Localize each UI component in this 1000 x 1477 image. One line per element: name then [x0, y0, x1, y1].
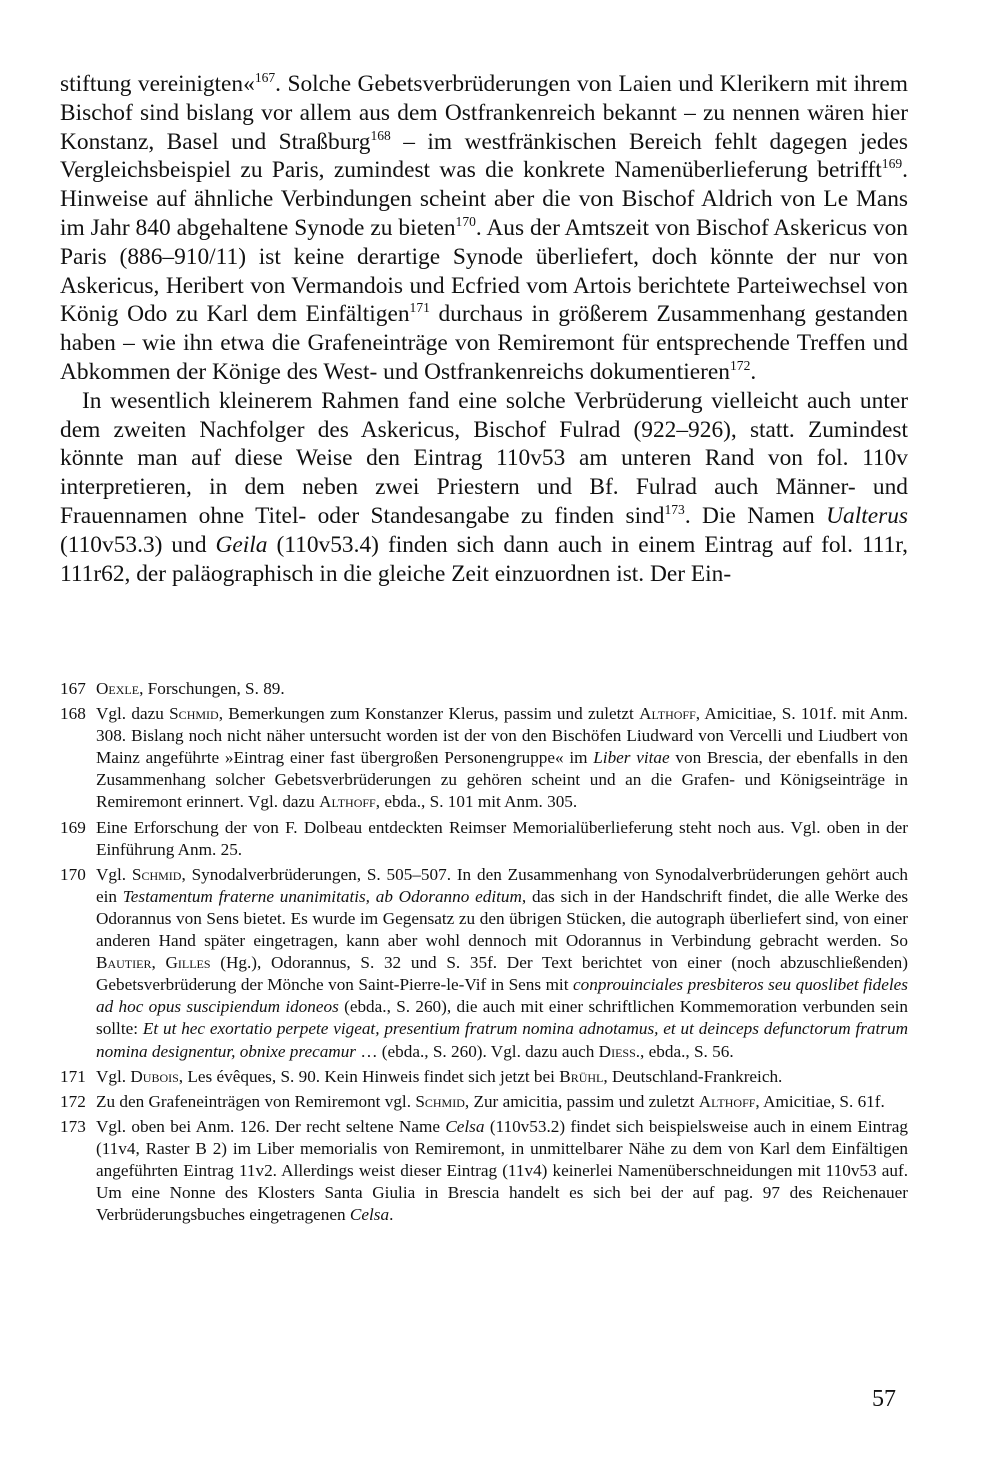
text-run: Zu den Grafeneinträgen von Remiremont vgl. [96, 1091, 416, 1111]
text-run: . Die Namen [684, 502, 827, 529]
author-name: Diess. [598, 1041, 641, 1061]
text-run: , Amicitiae, S. 61f. [755, 1091, 885, 1111]
text-run: von Brescia, der ebenfalls in den Zusammenhang solcher Gebetsverbrüderungen zu gehören scheint und an die Grafen- und Königseinträge in Remiremont erinnert. Vgl. dazu [96, 748, 908, 812]
text-run: Vgl. oben bei Anm. 126. Der recht seltene Name [96, 1116, 446, 1136]
footnote-ref-169[interactable]: 169 [881, 156, 903, 172]
paragraph-1 [60, 70, 908, 387]
footnote-168 [60, 703, 908, 813]
italic-quote: conprouinciales presbiteros seu quoslibet fideles ad hoc opus suscipiendum idoneos [96, 975, 908, 1017]
text-run: durchaus in größerem Zusammenhang gestanden haben – wie ihn etwa die Grafeneinträge von Remiremont für entsprechende Treffen und Abkommen der Könige des West- und Ostfrankenreichs dokumentieren [60, 301, 908, 385]
footnote-number: 170 [60, 864, 86, 884]
footnotes [60, 678, 908, 1229]
footnote-ref-171[interactable]: 171 [409, 300, 430, 316]
text-run: , Les évêques, S. 90. Kein Hinweis findet sich jetzt bei [178, 1066, 560, 1086]
footnote-173 [60, 1116, 908, 1226]
text-run: Vgl. dazu [96, 704, 170, 724]
page-body [60, 70, 908, 588]
footnote-169 [60, 817, 908, 861]
author-name: Dubois [130, 1066, 179, 1086]
text-run: (ebda., S. 260), die auch mit einer schriftlichen Kommemoration verbunden sein sollte: [96, 997, 908, 1039]
author-name: Althoff [639, 704, 696, 724]
footnote-number: 168 [60, 704, 86, 724]
footnote-172 [60, 1091, 908, 1113]
author-name: Schmid [169, 704, 219, 724]
author-name: Althoff [319, 792, 376, 812]
author-name: Althoff [698, 1091, 756, 1111]
footnote-number: 169 [60, 817, 86, 837]
text-run: (110v53.3) und [60, 531, 216, 558]
footnote-ref-170[interactable]: 170 [455, 213, 476, 229]
italic-title: Liber vitae [593, 748, 670, 768]
text-run: … (ebda., S. 260). Vgl. dazu auch [356, 1041, 599, 1061]
footnote-number: 171 [60, 1066, 86, 1086]
text-run: . [389, 1205, 394, 1225]
text-run: (110v53.2) findet sich beispielsweise auch in einem Eintrag (11v4, Raster B 2) im Liber memorialis von Remiremont, in unmittelbarer Nähe zu dem von Karl dem Einfältigen angeführten Eintrag 11v2. Allerdings weist dieser Eintrag (11v4) keinerlei Namenüberschneidungen mit 110v53 auf. Um eine Nonne des Klosters Santa Giulia in Brescia handelt es sich bei der auf pag. 97 des Reichenauer Verbrüderungsbuches eingetragenen [96, 1116, 908, 1225]
text-run: In wesentlich kleinerem Rahmen fand eine solche Verbrüderung vielleicht auch unter dem zweiten Nachfolger des Askericus, Bischof Fulrad (922–926), statt. Zumindest könnte man auf diese Weise den Eintrag 110v53 am unteren Rand von fol. 110v interpretieren, in dem neben zwei Priestern und Bf. Fulrad auch Männer- und Frauennamen ohne Titel- oder Standesangabe zu finden sind [60, 387, 908, 529]
author-name: Oexle [96, 679, 140, 698]
italic-quote: Et ut hec exortatio perpete vigeat, presentium fratrum nomina adnotamus, et ut deinceps defunctorum fratrum nomina designentur, obnixe precamur [96, 1019, 908, 1061]
italic-title: Testamentum fraterne unanimitatis, ab Odoranno editum [122, 886, 522, 906]
author-name: Bautier [96, 953, 152, 973]
text-run: , Amicitiae, S. 101f. mit Anm. 308. Bislang noch nicht näher untersucht worden ist der von den Bischöfen Liudward von Vercelli und Liudbert von Mainz angeführte »Eintrag einer fast übergroßen Personengruppe« im [96, 704, 908, 768]
text-run: , ebda., S. 56. [640, 1041, 734, 1061]
text-run: , Forschungen, S. 89. [139, 679, 285, 698]
paragraph-2 [60, 387, 908, 589]
main-text [60, 70, 908, 588]
text-run: , das sich in der Handschrift findet, die alle Werke des Odorannus von Sens bietet. Es wurde im Gegensatz zu den übrigen Stücken, die autograph überliefert sind, von einer anderen Hand später eingetragen, kann aber wohl dennoch mit Odorannus in Verbindung gebracht werden. So [96, 886, 909, 951]
text-run: (Hg.), Odorannus, S. 32 und S. 35f. Der Text berichtet von einer (noch abzuschließenden) Gebetsverbrüderung der Mönche von Saint-Pierre-le-Vif in Sens mit [96, 953, 908, 995]
footnote-171 [60, 1066, 908, 1088]
footnote-number: 173 [60, 1116, 86, 1136]
text-run: . Aus der Amtszeit von Bischof Askericus von Paris (886–910/11) ist keine derartige Synode überliefert, doch könnte der nur von Askericus, Heribert von Vermandois und Ecfried vom Artois berichtete Parteiwechsel von König Odo zu Karl dem Einfältigen [60, 214, 908, 328]
italic-name: Ualterus [826, 502, 908, 529]
text-run: , Bemerkungen zum Konstanzer Klerus, passim und zuletzt [218, 704, 640, 724]
text-run: Eine Erforschung der von F. Dolbeau entdeckten Reimser Memorialüberlieferung steht noch aus. Vgl. oben in der Einführung Anm. 25. [96, 817, 908, 859]
footnote-number: 167 [60, 679, 86, 698]
author-name: Gilles [165, 953, 211, 973]
footnote-170 [60, 864, 908, 1063]
text-run: , Synodalverbrüderungen, S. 505–507. In den Zusammenhang von Synodalverbrüderungen gehört auch ein [96, 864, 908, 906]
italic-name: Geila [215, 531, 268, 558]
author-name: Brühl [559, 1066, 604, 1086]
footnote-167 [60, 678, 908, 700]
text-run: , [151, 953, 166, 973]
text-run: , Zur amicitia, passim und zuletzt [464, 1091, 699, 1111]
text-run: (110v53.4) finden sich dann auch in einem Eintrag auf fol. 111r, 111r62, der paläographisch in die gleiche Zeit einzuordnen ist. Der Ein- [60, 531, 908, 587]
italic-name: Celsa [349, 1205, 390, 1225]
page-number: 57 [872, 1386, 896, 1412]
text-run: . Hinweise auf ähnliche Verbindungen scheint aber die von Bischof Aldrich von Le Mans im Jahr 840 abgehaltene Synode zu bieten [60, 157, 908, 241]
text-run: Vgl. [96, 864, 132, 884]
footnote-ref-172[interactable]: 172 [730, 357, 751, 373]
text-run: . Solche Gebetsverbrüderungen von Laien und Klerikern mit ihrem Bischof sind bislang vor allem aus dem Ostfrankenreich bekannt – zu nennen wären hier Konstanz, Basel und Straßburg [60, 71, 909, 155]
italic-name: Celsa [445, 1116, 485, 1136]
footnote-ref-168[interactable]: 168 [370, 127, 391, 143]
text-run: . [750, 358, 757, 385]
author-name: Schmid [415, 1091, 465, 1111]
text-run: , ebda., S. 101 mit Anm. 305. [375, 792, 578, 812]
footnote-ref-167[interactable]: 167 [254, 69, 276, 85]
text-run: – im westfränkischen Bereich fehlt dagegen jedes Vergleichsbeispiel zu Paris, zumindest was die konkrete Namenüberlieferung betrifft [60, 128, 908, 184]
text-run: stiftung vereinigten« [60, 71, 255, 97]
footnote-ref-173[interactable]: 173 [664, 501, 685, 517]
text-run: , Deutschland-Frankreich. [603, 1066, 783, 1086]
footnote-number: 172 [60, 1091, 86, 1111]
author-name: Schmid [131, 864, 182, 884]
text-run: Vgl. [96, 1066, 131, 1086]
